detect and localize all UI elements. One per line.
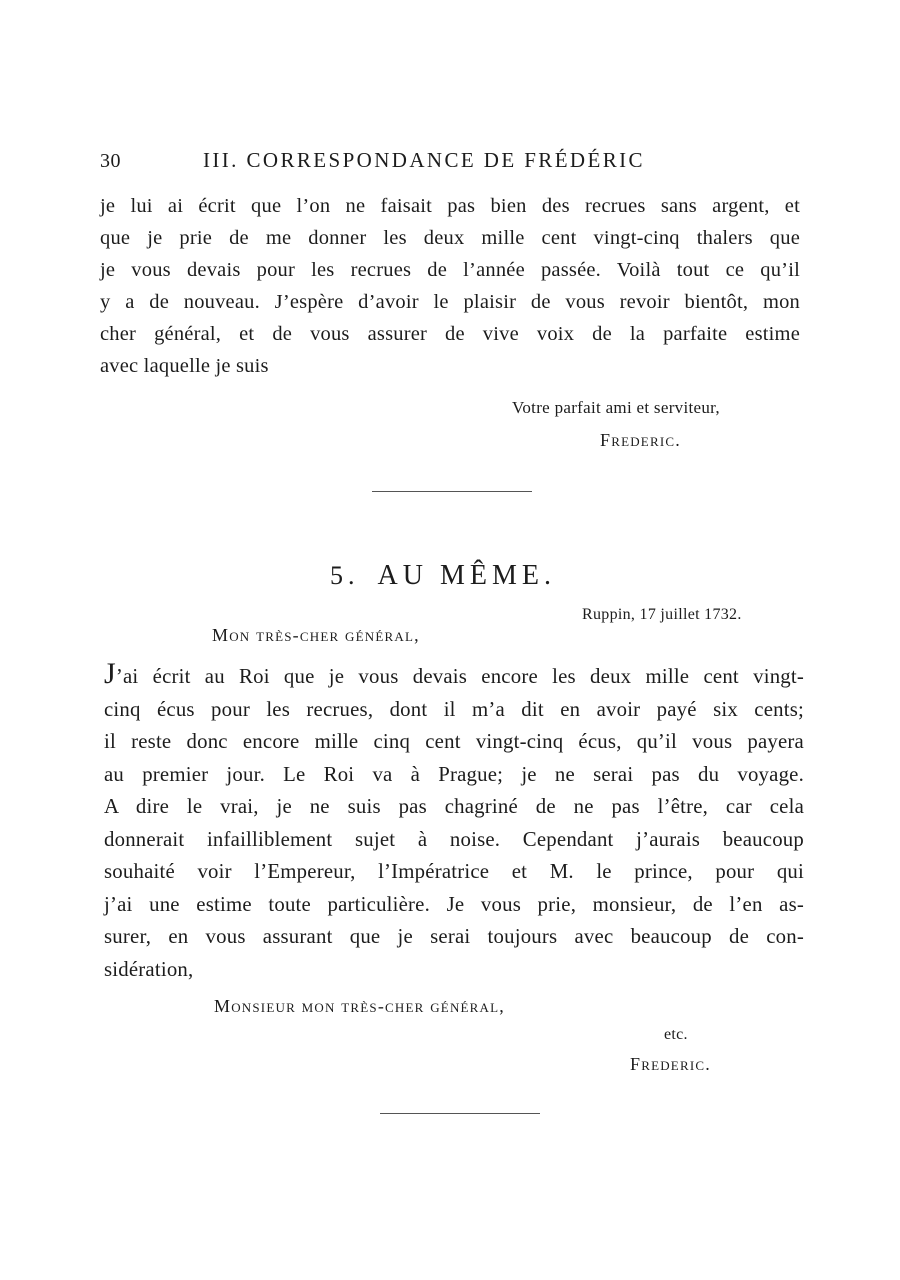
letter-4-body	[100, 190, 800, 382]
text-line: surer, en vous assurant que je serai toujours avec beaucoup de con-	[104, 925, 804, 948]
text-line: au premier jour. Le Roi va à Prague; je ne serai pas du voyage.	[104, 762, 804, 786]
page-number: 30	[100, 150, 121, 172]
letter-title: AU MÊME.	[377, 560, 556, 591]
letter-number: 5.	[330, 561, 360, 590]
text-line: je lui ai écrit que l’on ne faisait pas bien des recrues sans argent, et	[100, 195, 800, 217]
text-line: souhaité voir l’Empereur, l’Impératrice et M. le prince, pour qui	[104, 860, 804, 883]
text-line: je vous devais pour les recrues de l’année passée. Voilà tout ce qu’il	[100, 259, 800, 281]
running-head: III. CORRESPONDANCE DE FRÉDÉRIC	[203, 148, 645, 172]
letter-5-dateline: Ruppin, 17 juillet 1732.	[582, 606, 742, 623]
text-line-first	[104, 657, 804, 694]
letter-5-salutation: Mon très-cher général,	[212, 625, 420, 645]
section-divider	[372, 491, 532, 492]
text-line: que je prie de me donner les deux mille cent vingt-cinq thalers que	[100, 227, 800, 249]
text-line: A dire le vrai, je ne suis pas chagriné de ne pas l’être, car cela	[104, 795, 804, 818]
section-divider	[380, 1113, 540, 1114]
text-line: cinq écus pour les recrues, dont il m’a dit en avoir payé six cents;	[104, 697, 804, 721]
letter-5-etc: etc.	[664, 1026, 688, 1043]
letter-5-heading	[330, 560, 556, 592]
letter-5-body	[104, 657, 804, 986]
text-line: avec laquelle je suis	[100, 355, 269, 377]
text-line: cher général, et de vous assurer de vive voix de la parfaite estime	[100, 323, 800, 345]
letter-5-signature: Frederic.	[630, 1054, 711, 1074]
text-line: sidération,	[104, 957, 194, 981]
letter-4-closing: Votre parfait ami et serviteur,	[512, 398, 720, 417]
letter-5-complimentary-close: Monsieur mon très-cher général,	[214, 996, 505, 1016]
text-line: j’ai une estime toute particulière. Je vous prie, monsieur, de l’en as-	[104, 892, 804, 916]
letter-4-signature: Frederic.	[600, 430, 681, 450]
text-line: il reste donc encore mille cinq cent vingt-cinq écus, qu’il vous payera	[104, 730, 804, 753]
drop-cap: J	[104, 657, 116, 690]
text-line: y a de nouveau. J’espère d’avoir le plaisir de vous revoir bientôt, mon	[100, 291, 800, 313]
text-line: donnerait infailliblement sujet à noise. Cependant j’aurais beaucoup	[104, 827, 804, 851]
text-fragment: ’ai écrit au Roi que je vous devais encore les deux mille cent vingt-	[115, 665, 804, 688]
